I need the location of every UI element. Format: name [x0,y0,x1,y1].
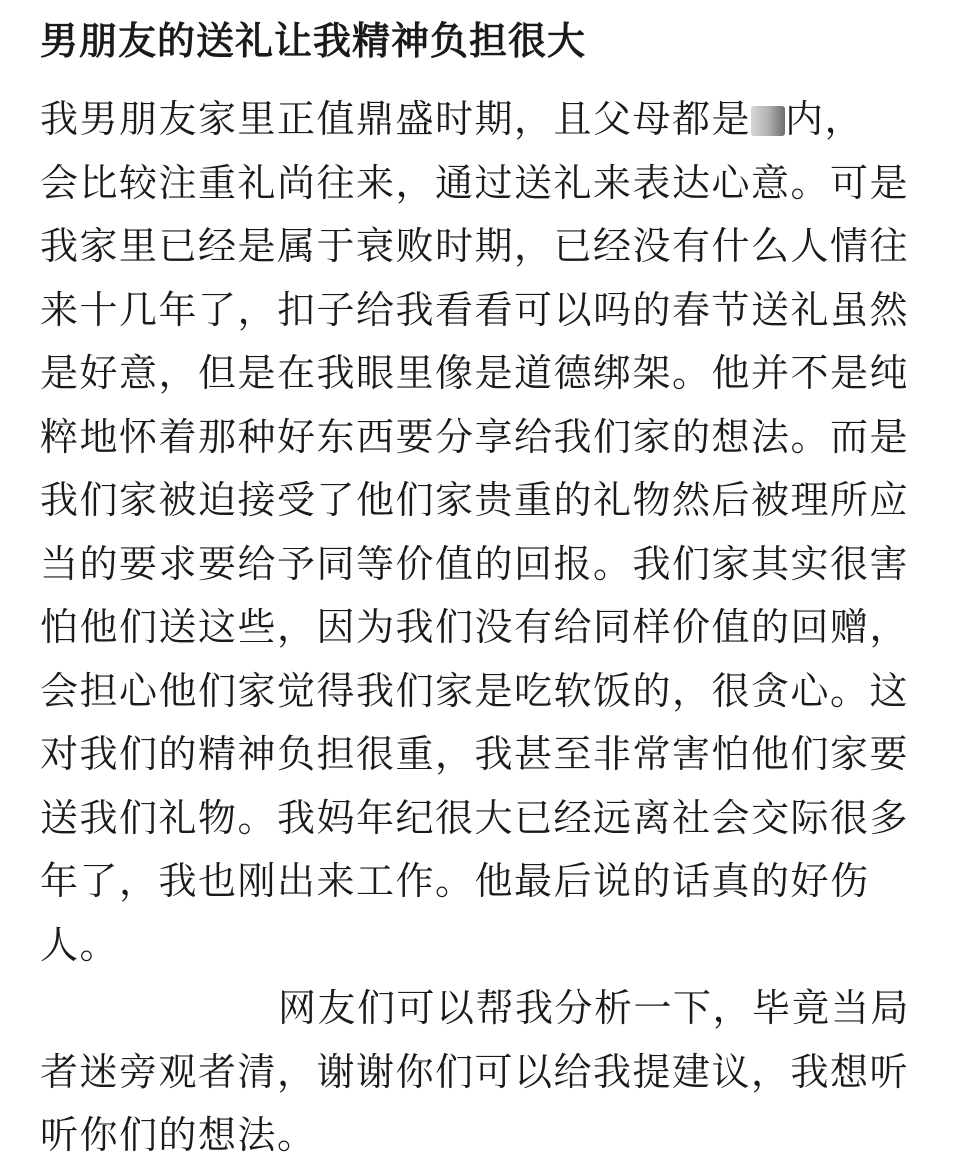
paragraph1-line-2: 会比较注重礼尚往来，通过送礼来表达心意。可是 [40,160,910,205]
paragraph1-line-12: 送我们礼物。我妈年纪很大已经远离社会交际很多 [40,795,910,840]
paragraph1-line-1-text: 我男朋友家里正值鼎盛时期，且父母都是 [40,97,752,141]
paragraph1-line-1-tail: 内， [785,97,865,141]
paragraph1-line-3: 我家里已经是属于衰败时期，已经没有什么人情往 [40,224,910,268]
paragraph2-line-2: 者迷旁观者清，谢谢你们可以给我提建议，我想听 [40,1049,910,1094]
paragraph1-line-11: 对我们的精神负担很重，我甚至非常害怕他们家要 [40,732,910,776]
paragraph1-line-6: 粹地怀着那种好东西要分享给我们家的想法。而是 [40,414,910,459]
paragraph2-line-3: 听你们的想法。 [40,1113,317,1157]
redaction-mark [751,106,785,136]
paragraph1-line-10: 会担心他们家觉得我们家是吃软饭的，很贪心。这 [40,668,910,713]
paragraph1-line-14: 人。 [40,922,120,967]
paragraph1-line-13: 年了，我也刚出来工作。他最后说的话真的好伤 [40,859,870,903]
paragraph1-line-9: 怕他们送这些，因为我们没有给同样价值的回赠， [40,605,910,649]
paragraph1-line-8: 当的要求要给予同等价值的回报。我们家其实很害 [40,541,910,586]
paragraph2-line-1: 网友们可以帮我分析一下，毕竟当局 [278,986,911,1030]
paragraph1-line-7: 我们家被迫接受了他们家贵重的礼物然后被理所应 [40,478,910,522]
paragraph1-line-1 [40,88,928,152]
post-body [40,88,928,1168]
paragraph1-line-5: 是好意，但是在我眼里像是道德绑架。他并不是纯 [40,351,910,395]
paragraph1-line-4: 来十几年了，扣子给我看看可以吗的春节送礼虽然 [40,287,910,332]
post-title: 男朋友的送礼让我精神负担很大 [40,19,587,63]
